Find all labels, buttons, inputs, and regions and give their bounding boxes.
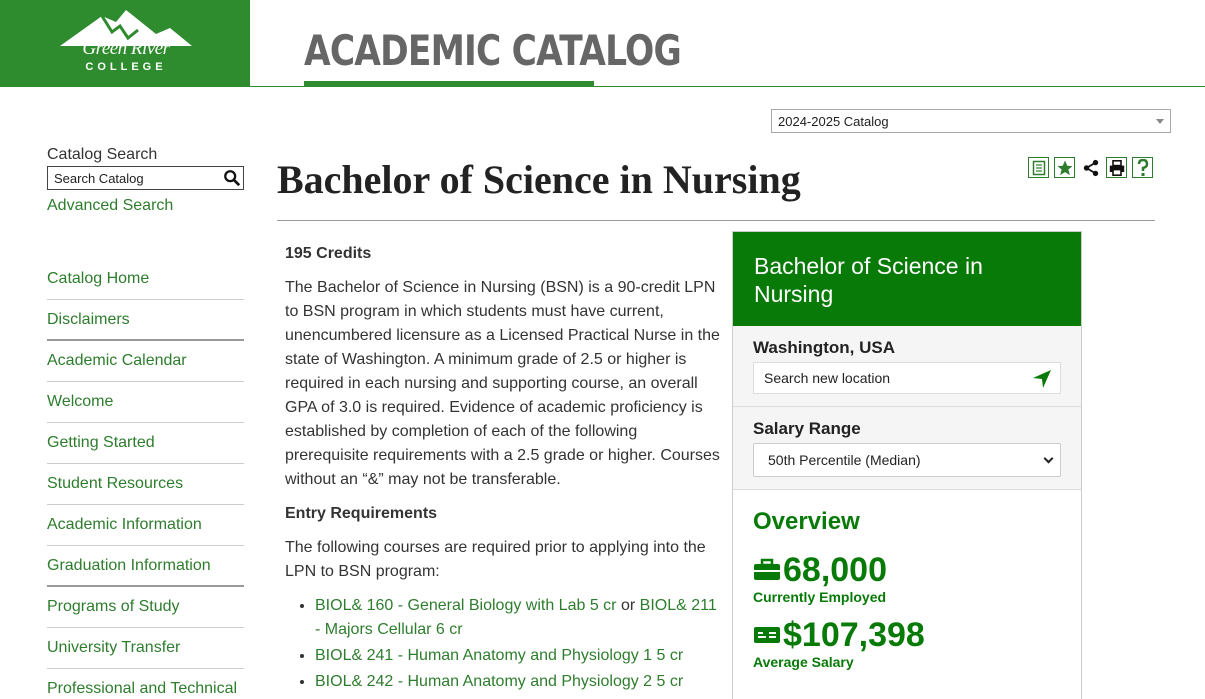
page-toolbar bbox=[1028, 157, 1153, 178]
help-icon bbox=[1136, 159, 1150, 177]
list-item bbox=[315, 670, 721, 694]
entry-requirements-text: The following courses are required prior to applying into the LPN to BSN program: bbox=[285, 539, 706, 580]
dropdown-arrow-icon bbox=[1156, 119, 1164, 124]
employed-label: Currently Employed bbox=[753, 589, 887, 605]
logo-text: Green River bbox=[82, 38, 170, 59]
add-to-portfolio-button[interactable] bbox=[1028, 157, 1049, 178]
sidebar-item-disclaimers[interactable]: Disclaimers bbox=[47, 300, 244, 341]
list-item bbox=[315, 594, 721, 642]
sidebar-item-getting-started[interactable]: Getting Started bbox=[47, 423, 244, 464]
list-item bbox=[315, 644, 721, 668]
salary-range-select[interactable] bbox=[753, 443, 1061, 477]
sidebar-item-programs-of-study[interactable]: Programs of Study bbox=[47, 587, 244, 628]
employed-stat bbox=[753, 552, 1061, 588]
printer-icon bbox=[1109, 160, 1125, 176]
sidebar-item-academic-information[interactable]: Academic Information bbox=[47, 505, 244, 546]
location-arrow-icon[interactable] bbox=[1032, 369, 1052, 389]
sidebar-item-academic-calendar[interactable]: Academic Calendar bbox=[47, 341, 244, 382]
sidebar-item-catalog-home[interactable]: Catalog Home bbox=[47, 259, 244, 300]
title-divider bbox=[277, 220, 1155, 221]
program-description: The Bachelor of Science in Nursing (BSN) is a 90-credit LPN to BSN program in which students must have current, unencumbered licensure as a Licensed Practical Nurse in the state of Washington. A minimum grade of 2.5 or higher is required in each nursing and supporting course, an overall GPA of 3.0 is required. Evidence of academic proficiency is established by completion of each of the following prerequisite requirements with a 2.5 grade or higher. Courses without an “&” may not be transferable. bbox=[285, 279, 720, 488]
location-placeholder: Search new location bbox=[764, 370, 891, 386]
sidebar-item-graduation-information[interactable]: Graduation Information bbox=[47, 546, 244, 587]
course-link-biol160[interactable]: BIOL& 160 - General Biology with Lab 5 cr bbox=[315, 597, 617, 614]
star-icon bbox=[1056, 159, 1074, 177]
location-input[interactable] bbox=[753, 362, 1061, 394]
sidebar-item-professional-technical[interactable]: Professional and Technical bbox=[47, 669, 244, 699]
salary-stat bbox=[753, 617, 1061, 653]
sidebar-nav bbox=[47, 259, 244, 699]
overview-section bbox=[733, 490, 1081, 699]
search-icon[interactable] bbox=[223, 169, 241, 187]
help-button[interactable] bbox=[1132, 157, 1153, 178]
location-section bbox=[733, 326, 1081, 407]
search-input[interactable] bbox=[47, 166, 244, 190]
catalog-year-value: 2024-2025 Catalog bbox=[778, 114, 889, 129]
average-salary-value: $107,398 bbox=[783, 616, 925, 654]
average-salary-label: Average Salary bbox=[753, 654, 854, 670]
salary-section bbox=[733, 407, 1081, 490]
course-link-biol211[interactable]: BIOL& 211 - Majors Cellular 6 cr bbox=[315, 597, 717, 638]
course-list bbox=[285, 594, 721, 694]
favorite-button[interactable] bbox=[1054, 157, 1075, 178]
salary-range-value: 50th Percentile (Median) bbox=[768, 452, 921, 468]
page-title: Bachelor of Science in Nursing bbox=[277, 157, 801, 202]
briefcase-icon bbox=[753, 558, 781, 582]
sidebar-item-university-transfer[interactable]: University Transfer bbox=[47, 628, 244, 669]
advanced-search-link[interactable]: Advanced Search bbox=[47, 197, 174, 214]
credits-heading: 195 Credits bbox=[285, 245, 372, 262]
career-panel bbox=[732, 231, 1082, 699]
catalog-title-underline bbox=[304, 81, 594, 86]
sidebar-item-student-resources[interactable]: Student Resources bbox=[47, 464, 244, 505]
sidebar bbox=[47, 146, 244, 699]
entry-requirements-heading: Entry Requirements bbox=[285, 505, 438, 522]
money-icon bbox=[753, 624, 781, 646]
course-link-biol241[interactable]: BIOL& 241 - Human Anatomy and Physiology 1 5 cr bbox=[315, 647, 684, 664]
chevron-down-icon bbox=[1044, 454, 1054, 464]
print-button[interactable] bbox=[1106, 157, 1127, 178]
salary-range-label: Salary Range bbox=[753, 419, 861, 438]
sidebar-item-welcome[interactable]: Welcome bbox=[47, 382, 244, 423]
program-content bbox=[285, 242, 721, 696]
location-label: Washington, USA bbox=[753, 338, 895, 357]
share-icon bbox=[1082, 159, 1100, 177]
course-link-biol242[interactable]: BIOL& 242 - Human Anatomy and Physiology 2 5 cr bbox=[315, 673, 684, 690]
panel-title: Bachelor of Science in Nursing bbox=[733, 232, 1081, 326]
or-text: or bbox=[620, 597, 636, 614]
catalog-title[interactable]: ACADEMIC CATALOG bbox=[304, 26, 681, 75]
employed-value: 68,000 bbox=[783, 551, 887, 589]
search-placeholder: Search Catalog bbox=[54, 171, 144, 186]
catalog-search-label: Catalog Search bbox=[47, 146, 158, 163]
overview-title: Overview bbox=[753, 508, 860, 535]
college-logo[interactable] bbox=[0, 0, 250, 87]
catalog-year-select[interactable] bbox=[771, 109, 1171, 133]
site-header bbox=[0, 0, 1205, 87]
share-button[interactable] bbox=[1080, 157, 1101, 178]
document-icon bbox=[1032, 160, 1046, 176]
logo-subtext: COLLEGE bbox=[85, 61, 167, 73]
